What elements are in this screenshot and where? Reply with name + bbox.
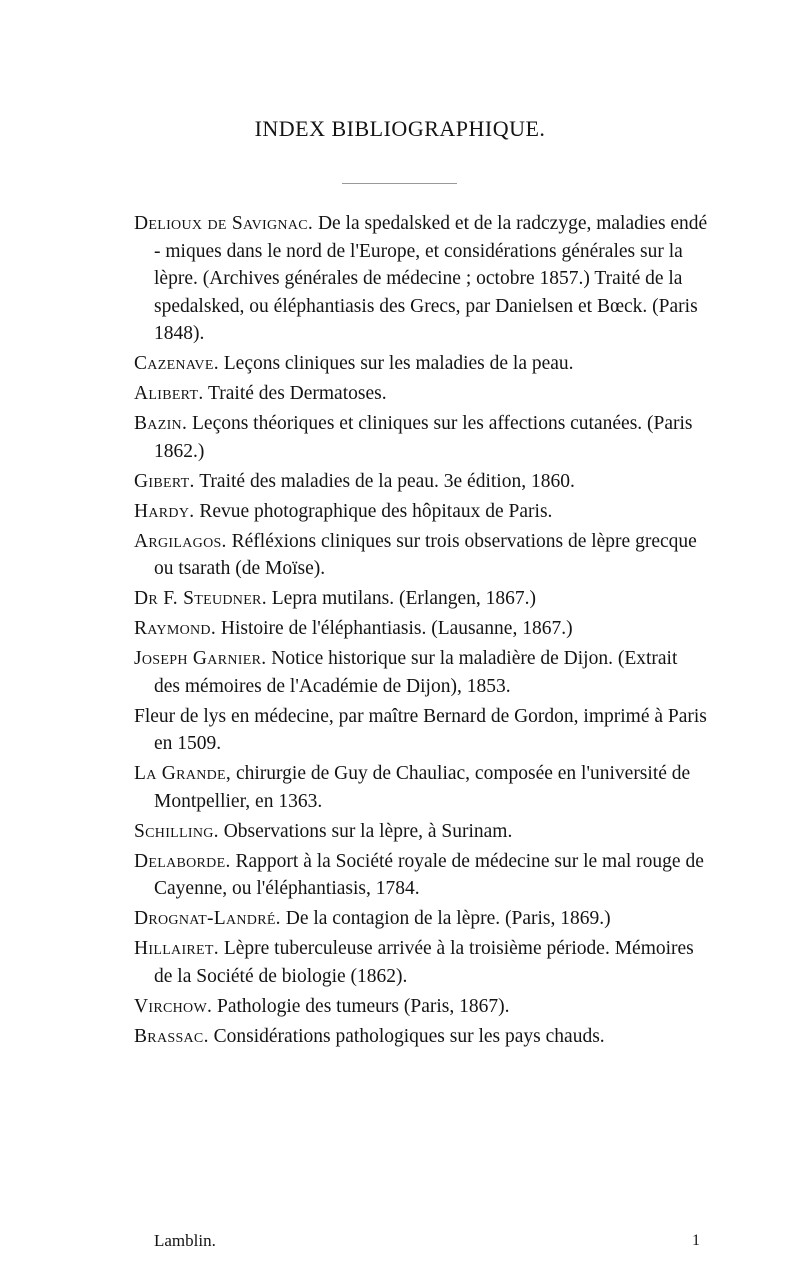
entry-text: Notice historique sur la maladière de Dijon. (Extrait des mémoires de l'Académie de Dijon), 1853. xyxy=(154,648,678,697)
entry-author: Cazenave. xyxy=(134,353,219,374)
entry-text: Histoire de l'éléphantiasis. (Lausanne, 1867.) xyxy=(220,618,573,639)
entry-author: Delaborde. xyxy=(134,850,231,872)
entry-author: Bazin. xyxy=(134,413,188,434)
entry-text: Lèpre tuberculeuse arrivée à la troisième période. Mémoires de la Société de biologie (1862). xyxy=(154,938,694,987)
bibliography-entry xyxy=(134,210,708,348)
entry-author: La Grande, xyxy=(134,763,232,784)
title-divider xyxy=(342,183,457,184)
bibliography-entry xyxy=(134,1023,708,1051)
bibliography-entry xyxy=(134,585,708,613)
bibliography-entry xyxy=(134,528,708,583)
bibliography-list xyxy=(134,210,708,1053)
printer-name: Lamblin. xyxy=(154,1231,216,1250)
entry-text: Rapport à la Société royale de médecine sur le mal rouge de Cayenne, ou l'éléphantiasis, 1784. xyxy=(154,850,704,899)
entry-author: Joseph Garnier. xyxy=(134,648,267,669)
entry-text: Lepra mutilans. (Erlangen, 1867.) xyxy=(271,588,536,609)
entry-author: Virchow. xyxy=(134,995,213,1017)
entry-text: De la contagion de la lèpre. (Paris, 1869.) xyxy=(285,908,611,929)
entry-text: Pathologie des tumeurs (Paris, 1867). xyxy=(217,995,510,1017)
entry-text: Observations sur la lèpre, à Surinam. xyxy=(223,820,513,842)
bibliography-entry xyxy=(134,615,708,643)
entry-text: Fleur de lys en médecine, par maître Bernard de Gordon, imprimé à Paris en 1509. xyxy=(134,705,707,754)
bibliography-entry xyxy=(134,645,708,700)
bibliography-entry xyxy=(134,905,708,933)
entry-author: Hardy. xyxy=(134,500,195,522)
entry-author: Schilling. xyxy=(134,820,219,842)
bibliography-entry xyxy=(134,468,708,496)
bibliography-entry xyxy=(134,703,708,758)
bibliography-entry xyxy=(134,380,708,408)
entry-author: Argilagos. xyxy=(134,530,227,552)
entry-author: Alibert. xyxy=(134,383,204,404)
entry-author: Delioux de Savignac. xyxy=(134,213,314,234)
entry-text: Traité des Dermatoses. xyxy=(208,383,387,404)
bibliography-entry xyxy=(134,498,708,526)
bibliography-entry xyxy=(134,818,708,846)
entry-author: Gibert. xyxy=(134,470,195,492)
bibliography-entry xyxy=(134,410,708,465)
entry-text: De la spedalsked et de la radczyge, maladies endé - miques dans le nord de l'Europe, et considérations générales sur la lèpre. (Archives générales de médecine ; octobre 1857.) Traité de la spedalsked, ou éléphantiasis des Grecs, par Danielsen et Bœck. (Paris 1848). xyxy=(154,213,708,344)
entry-text: Traité des maladies de la peau. 3e édition, 1860. xyxy=(199,470,575,492)
entry-text: Considérations pathologiques sur les pays chauds. xyxy=(213,1025,605,1047)
signature-mark: 1 xyxy=(692,1232,700,1249)
entry-text: Réfléxions cliniques sur trois observations de lèpre grecque ou tsarath (de Moïse). xyxy=(154,530,697,579)
entry-author: Drognat-Landré. xyxy=(134,908,281,929)
bibliography-entry xyxy=(134,760,708,815)
entry-author: Brassac. xyxy=(134,1025,209,1047)
entry-text: chirurgie de Guy de Chauliac, composée en l'université de Montpellier, en 1363. xyxy=(154,763,691,812)
entry-author: Dr F. Steudner. xyxy=(134,588,267,609)
entry-author: Raymond. xyxy=(134,618,216,639)
bibliography-entry xyxy=(134,993,708,1021)
entry-author: Hillairet. xyxy=(134,938,219,959)
bibliography-entry xyxy=(134,935,708,990)
entry-text: Leçons théoriques et cliniques sur les affections cutanées. (Paris 1862.) xyxy=(154,413,693,462)
entry-text: Leçons cliniques sur les maladies de la peau. xyxy=(223,353,574,374)
page-title: INDEX BIBLIOGRAPHIQUE. xyxy=(254,116,546,141)
entry-text: Revue photographique des hôpitaux de Paris. xyxy=(199,500,553,522)
bibliography-entry xyxy=(134,350,708,378)
bibliography-entry xyxy=(134,848,708,903)
